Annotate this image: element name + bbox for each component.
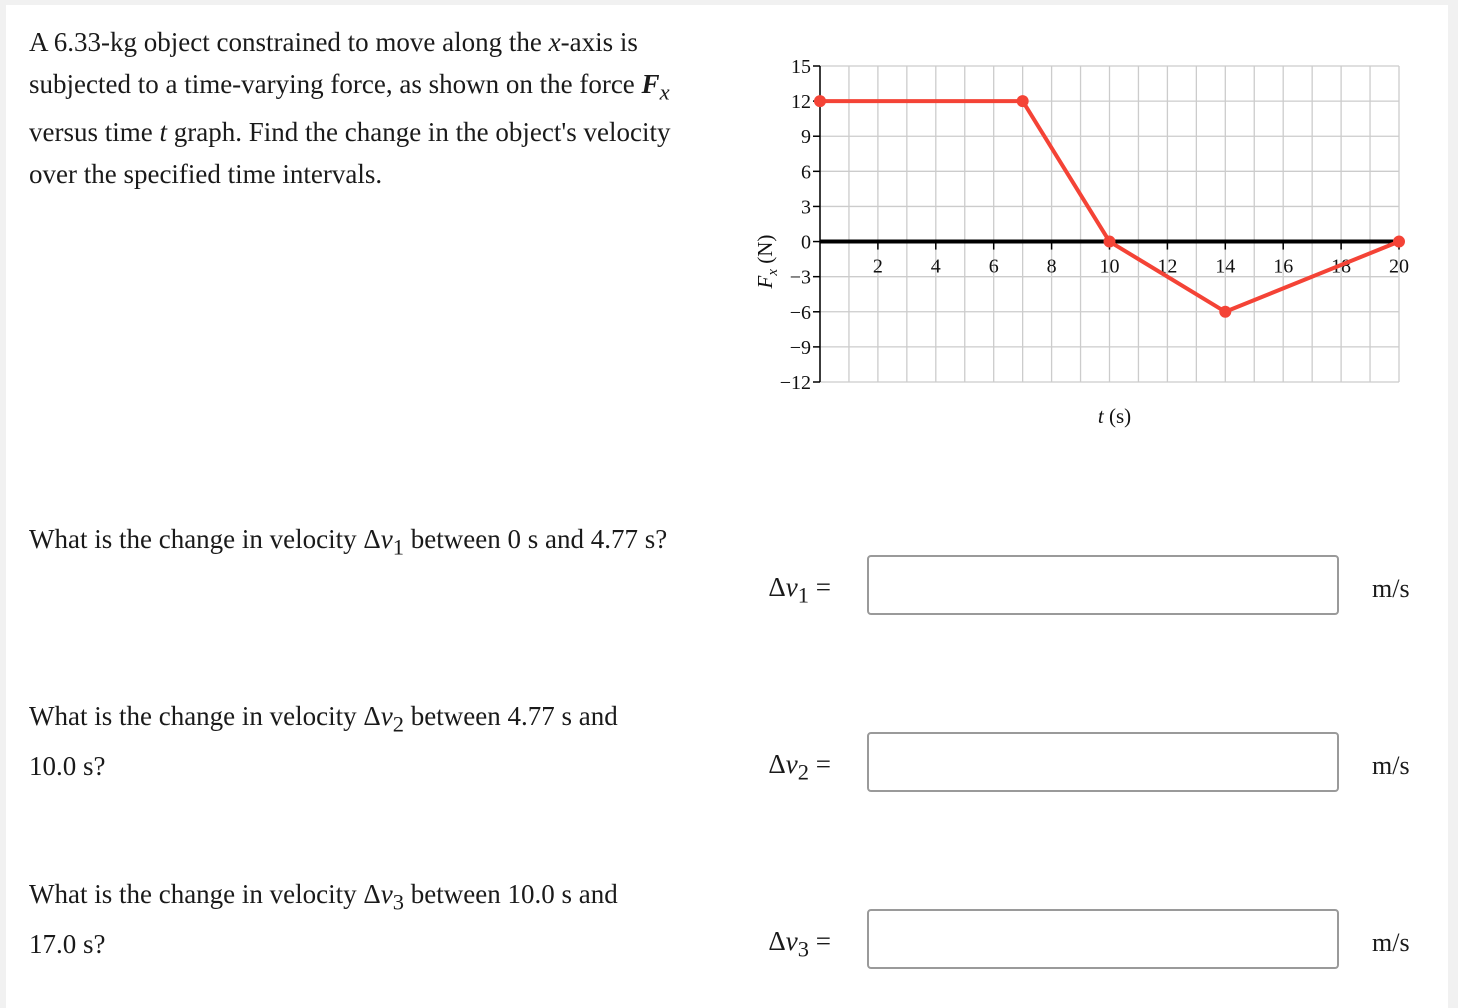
x-tick-label: 10 xyxy=(1099,255,1120,278)
x-tick-label: 2 xyxy=(872,255,883,278)
data-point xyxy=(814,95,826,107)
delta-v1-label: $\Delta v_1$ = xyxy=(768,572,831,608)
x-tick-label: 4 xyxy=(930,255,941,278)
delta-v3-label: $\Delta v_3$ = xyxy=(768,926,831,962)
data-point xyxy=(1393,236,1405,248)
x-tick-label: 20 xyxy=(1389,255,1409,278)
y-tick-label: 3 xyxy=(801,196,811,219)
data-point xyxy=(1104,236,1116,248)
y-tick-label: −9 xyxy=(789,336,811,359)
y-tick-label: 0 xyxy=(801,231,811,254)
problem-line-3: versus time t graph. Find the change in the object's velocity xyxy=(29,117,671,148)
y-tick-label: 6 xyxy=(801,161,811,184)
problem-statement xyxy=(29,22,719,195)
problem-line-1: A 6.33-kg object constrained to move along the x-axis is xyxy=(29,27,638,57)
question-1: What is the change in velocity $\Delta v_1$ between 0 s and 4.77 s? xyxy=(29,524,668,560)
delta-v1-input[interactable] xyxy=(867,555,1339,615)
x-tick-label: 14 xyxy=(1215,255,1236,278)
delta-v2-unit: m/s xyxy=(1372,751,1410,780)
data-point xyxy=(1017,95,1029,107)
data-point xyxy=(1219,306,1231,318)
force-time-graph xyxy=(740,45,1440,465)
delta-v2-input[interactable] xyxy=(867,732,1339,792)
y-tick-label: −12 xyxy=(779,372,811,394)
y-tick-label: 15 xyxy=(791,56,811,78)
delta-v3-unit: m/s xyxy=(1372,928,1410,957)
delta-v3-input[interactable] xyxy=(867,909,1339,969)
question-2: What is the change in velocity $\Delta v_2$ between 4.77 s and 10.0 s? xyxy=(29,701,618,782)
x-tick-label: 8 xyxy=(1046,255,1057,278)
y-tick-label: 12 xyxy=(791,91,811,114)
question-3: What is the change in velocity $\Delta v_3$ between 10.0 s and 17.0 s? xyxy=(29,879,618,960)
delta-v1-unit: m/s xyxy=(1372,574,1410,603)
x-axis-label: t (s) xyxy=(1097,404,1132,428)
x-tick-label: 18 xyxy=(1331,255,1352,278)
y-axis-label: $F_x$ (N) xyxy=(753,234,781,289)
problem-line-4: over the specified time intervals. xyxy=(29,158,383,189)
x-tick-label: 6 xyxy=(988,255,999,278)
problem-line-2: subjected to a time-varying force, as shown on the force $F_x$ xyxy=(29,68,670,104)
x-tick-label: 12 xyxy=(1157,255,1178,278)
y-tick-label: −6 xyxy=(789,301,811,324)
y-tick-label: 9 xyxy=(801,126,811,149)
y-tick-label: −3 xyxy=(789,266,811,289)
delta-v2-label: $\Delta v_2$ = xyxy=(768,749,831,785)
x-tick-label: 16 xyxy=(1273,255,1294,278)
